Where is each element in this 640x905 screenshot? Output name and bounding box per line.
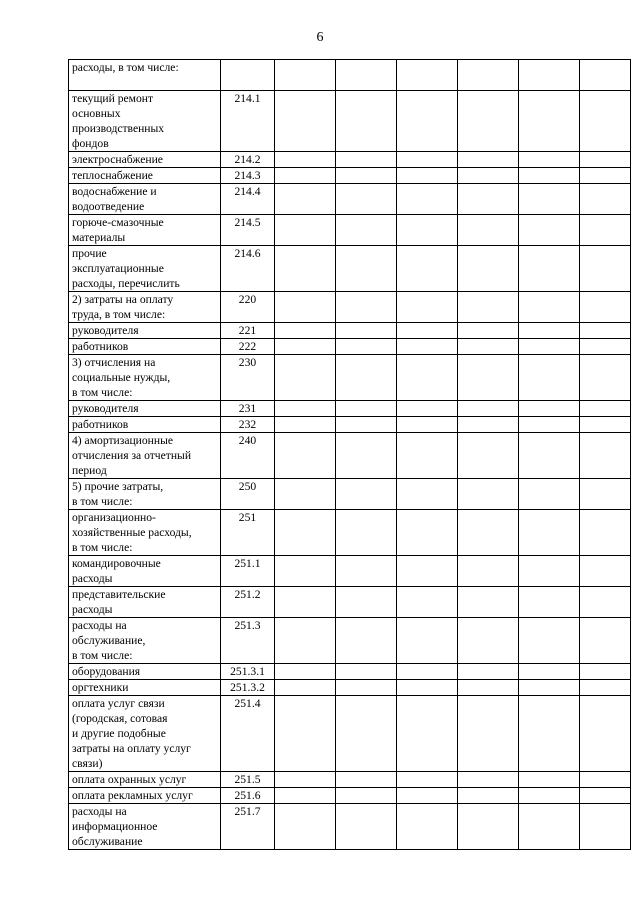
table-row — [69, 323, 631, 339]
value-cell — [275, 355, 336, 401]
value-cell — [275, 587, 336, 618]
value-cell — [519, 696, 580, 772]
value-cell — [275, 215, 336, 246]
value-cell — [580, 401, 631, 417]
value-cell — [336, 556, 397, 587]
row-label-cell — [69, 788, 221, 804]
value-cell — [275, 60, 336, 91]
row-label-cell — [69, 618, 221, 664]
table-row — [69, 804, 631, 850]
row-label: текущий ремонт основных производственных фондов — [72, 92, 165, 150]
row-label-cell — [69, 152, 221, 168]
value-cell — [458, 91, 519, 152]
value-cell — [336, 215, 397, 246]
value-cell — [519, 91, 580, 152]
row-label-cell — [69, 339, 221, 355]
row-code: 214.6 — [221, 246, 275, 292]
value-cell — [275, 788, 336, 804]
row-label-cell — [69, 401, 221, 417]
row-label-cell — [69, 417, 221, 433]
value-cell — [336, 401, 397, 417]
table-row — [69, 215, 631, 246]
row-code: 251.3.1 — [221, 664, 275, 680]
value-cell — [519, 680, 580, 696]
table-row — [69, 479, 631, 510]
value-cell — [275, 339, 336, 355]
value-cell — [275, 433, 336, 479]
value-cell — [458, 772, 519, 788]
value-cell — [397, 618, 458, 664]
table-row — [69, 168, 631, 184]
value-cell — [397, 168, 458, 184]
value-cell — [275, 479, 336, 510]
row-code: 214.3 — [221, 168, 275, 184]
value-cell — [336, 355, 397, 401]
value-cell — [580, 479, 631, 510]
row-label: теплоснабжение — [72, 169, 153, 182]
table-row — [69, 433, 631, 479]
row-label: прочие эксплуатационные расходы, перечислить — [72, 247, 180, 290]
value-cell — [519, 401, 580, 417]
value-cell — [580, 417, 631, 433]
row-label: расходы на обслуживание, в том числе: — [72, 619, 146, 662]
row-label-cell — [69, 215, 221, 246]
row-label-cell — [69, 587, 221, 618]
value-cell — [580, 804, 631, 850]
value-cell — [580, 60, 631, 91]
row-label: оплата рекламных услуг — [72, 789, 193, 802]
value-cell — [580, 556, 631, 587]
value-cell — [519, 788, 580, 804]
row-label: организационно- хозяйственные расходы, в том числе: — [72, 511, 192, 554]
value-cell — [336, 618, 397, 664]
value-cell — [397, 215, 458, 246]
value-cell — [458, 433, 519, 479]
value-cell — [519, 323, 580, 339]
row-label-cell — [69, 696, 221, 772]
page-number: 6 — [316, 30, 324, 45]
value-cell — [580, 246, 631, 292]
value-cell — [336, 433, 397, 479]
value-cell — [458, 479, 519, 510]
value-cell — [275, 618, 336, 664]
row-code — [221, 60, 275, 91]
value-cell — [519, 433, 580, 479]
row-label: горюче-смазочные материалы — [72, 216, 164, 244]
value-cell — [519, 772, 580, 788]
table-row — [69, 510, 631, 556]
value-cell — [458, 510, 519, 556]
value-cell — [397, 355, 458, 401]
value-cell — [397, 556, 458, 587]
row-label: расходы, в том числе: — [72, 61, 179, 74]
row-label-cell — [69, 510, 221, 556]
value-cell — [275, 510, 336, 556]
row-code: 251 — [221, 510, 275, 556]
row-label: командировочные расходы — [72, 557, 161, 585]
value-cell — [458, 168, 519, 184]
row-code: 222 — [221, 339, 275, 355]
row-label-cell — [69, 804, 221, 850]
value-cell — [397, 184, 458, 215]
value-cell — [458, 618, 519, 664]
value-cell — [580, 168, 631, 184]
row-label-cell — [69, 772, 221, 788]
row-label-cell — [69, 292, 221, 323]
value-cell — [519, 618, 580, 664]
value-cell — [275, 804, 336, 850]
row-code: 240 — [221, 433, 275, 479]
value-cell — [336, 152, 397, 168]
row-code: 251.5 — [221, 772, 275, 788]
value-cell — [336, 168, 397, 184]
value-cell — [336, 788, 397, 804]
value-cell — [580, 696, 631, 772]
row-code: 214.2 — [221, 152, 275, 168]
table-row — [69, 618, 631, 664]
table-row — [69, 587, 631, 618]
value-cell — [336, 772, 397, 788]
table-row — [69, 788, 631, 804]
table-row — [69, 246, 631, 292]
value-cell — [275, 91, 336, 152]
value-cell — [336, 804, 397, 850]
table-row — [69, 152, 631, 168]
value-cell — [336, 664, 397, 680]
value-cell — [275, 664, 336, 680]
value-cell — [458, 355, 519, 401]
value-cell — [336, 696, 397, 772]
value-cell — [397, 246, 458, 292]
value-cell — [397, 664, 458, 680]
value-cell — [397, 804, 458, 850]
row-label: оргтехники — [72, 681, 129, 694]
value-cell — [580, 788, 631, 804]
value-cell — [397, 417, 458, 433]
value-cell — [397, 60, 458, 91]
value-cell — [519, 184, 580, 215]
row-label-cell — [69, 60, 221, 91]
value-cell — [397, 401, 458, 417]
value-cell — [336, 339, 397, 355]
table-row — [69, 355, 631, 401]
row-label: оплата услуг связи (городская, сотовая и другие подобные затраты на оплату услуг связи) — [72, 697, 191, 770]
row-code: 221 — [221, 323, 275, 339]
value-cell — [336, 246, 397, 292]
value-cell — [519, 479, 580, 510]
row-label: работников — [72, 418, 129, 431]
value-cell — [397, 152, 458, 168]
value-cell — [458, 417, 519, 433]
value-cell — [336, 91, 397, 152]
table-row — [69, 401, 631, 417]
value-cell — [580, 433, 631, 479]
value-cell — [458, 246, 519, 292]
value-cell — [336, 587, 397, 618]
value-cell — [519, 664, 580, 680]
value-cell — [458, 556, 519, 587]
table-row — [69, 680, 631, 696]
value-cell — [458, 339, 519, 355]
value-cell — [458, 292, 519, 323]
value-cell — [580, 152, 631, 168]
row-label: 3) отчисления на социальные нужды, в том числе: — [72, 356, 171, 399]
value-cell — [397, 433, 458, 479]
row-label-cell — [69, 355, 221, 401]
value-cell — [519, 168, 580, 184]
row-label-cell — [69, 479, 221, 510]
value-cell — [275, 401, 336, 417]
value-cell — [519, 587, 580, 618]
row-label: водоснабжение и водоотведение — [72, 185, 157, 213]
value-cell — [275, 417, 336, 433]
value-cell — [336, 323, 397, 339]
row-label-cell — [69, 556, 221, 587]
row-code: 251.3 — [221, 618, 275, 664]
value-cell — [580, 618, 631, 664]
value-cell — [397, 292, 458, 323]
value-cell — [275, 680, 336, 696]
value-cell — [580, 292, 631, 323]
value-cell — [397, 510, 458, 556]
row-label: электроснабжение — [72, 153, 163, 166]
value-cell — [275, 292, 336, 323]
table-row — [69, 339, 631, 355]
table-row — [69, 184, 631, 215]
row-code: 220 — [221, 292, 275, 323]
value-cell — [336, 60, 397, 91]
row-code: 214.5 — [221, 215, 275, 246]
value-cell — [580, 323, 631, 339]
value-cell — [519, 804, 580, 850]
value-cell — [275, 184, 336, 215]
row-label: 5) прочие затраты, в том числе: — [72, 480, 164, 508]
row-label-cell — [69, 433, 221, 479]
value-cell — [519, 355, 580, 401]
row-code: 232 — [221, 417, 275, 433]
value-cell — [519, 246, 580, 292]
value-cell — [275, 696, 336, 772]
value-cell — [458, 664, 519, 680]
table-row — [69, 60, 631, 91]
value-cell — [519, 152, 580, 168]
table-row — [69, 292, 631, 323]
row-code: 251.7 — [221, 804, 275, 850]
table-row — [69, 772, 631, 788]
table-row — [69, 417, 631, 433]
value-cell — [519, 339, 580, 355]
value-cell — [519, 60, 580, 91]
value-cell — [519, 215, 580, 246]
value-cell — [580, 587, 631, 618]
value-cell — [458, 696, 519, 772]
value-cell — [519, 510, 580, 556]
value-cell — [336, 479, 397, 510]
value-cell — [580, 355, 631, 401]
row-code: 214.1 — [221, 91, 275, 152]
table-row — [69, 696, 631, 772]
value-cell — [580, 215, 631, 246]
value-cell — [580, 184, 631, 215]
value-cell — [580, 664, 631, 680]
value-cell — [458, 323, 519, 339]
row-code: 214.4 — [221, 184, 275, 215]
row-label-cell — [69, 680, 221, 696]
value-cell — [275, 246, 336, 292]
row-code: 251.3.2 — [221, 680, 275, 696]
value-cell — [275, 556, 336, 587]
row-label: руководителя — [72, 324, 139, 337]
row-label: руководителя — [72, 402, 139, 415]
row-code: 231 — [221, 401, 275, 417]
row-code: 251.2 — [221, 587, 275, 618]
value-cell — [580, 772, 631, 788]
value-cell — [397, 479, 458, 510]
value-cell — [275, 168, 336, 184]
table-row — [69, 556, 631, 587]
row-label-cell — [69, 184, 221, 215]
row-label-cell — [69, 168, 221, 184]
value-cell — [519, 556, 580, 587]
value-cell — [275, 772, 336, 788]
value-cell — [458, 184, 519, 215]
value-cell — [519, 292, 580, 323]
value-cell — [580, 510, 631, 556]
row-label: представительские расходы — [72, 588, 166, 616]
value-cell — [336, 680, 397, 696]
row-label: оплата охранных услуг — [72, 773, 187, 786]
value-cell — [397, 91, 458, 152]
row-label: 2) затраты на оплату труда, в том числе: — [72, 293, 174, 321]
expenses-table — [68, 59, 631, 850]
value-cell — [336, 292, 397, 323]
value-cell — [458, 804, 519, 850]
row-label: оборудования — [72, 665, 141, 678]
row-code: 230 — [221, 355, 275, 401]
value-cell — [336, 417, 397, 433]
value-cell — [397, 696, 458, 772]
value-cell — [458, 587, 519, 618]
value-cell — [397, 587, 458, 618]
value-cell — [580, 680, 631, 696]
value-cell — [458, 401, 519, 417]
value-cell — [397, 680, 458, 696]
table-row — [69, 91, 631, 152]
value-cell — [580, 339, 631, 355]
row-label-cell — [69, 246, 221, 292]
row-label: 4) амортизационные отчисления за отчетный период — [72, 434, 192, 477]
row-label-cell — [69, 664, 221, 680]
value-cell — [458, 60, 519, 91]
value-cell — [336, 184, 397, 215]
row-label: работников — [72, 340, 129, 353]
value-cell — [397, 788, 458, 804]
value-cell — [397, 772, 458, 788]
row-code: 250 — [221, 479, 275, 510]
value-cell — [458, 788, 519, 804]
value-cell — [275, 152, 336, 168]
value-cell — [458, 152, 519, 168]
row-code: 251.4 — [221, 696, 275, 772]
table-row — [69, 664, 631, 680]
row-label-cell — [69, 323, 221, 339]
value-cell — [580, 91, 631, 152]
value-cell — [458, 215, 519, 246]
value-cell — [275, 323, 336, 339]
row-label: расходы на информационное обслуживание — [72, 805, 158, 848]
value-cell — [458, 680, 519, 696]
row-code: 251.1 — [221, 556, 275, 587]
value-cell — [397, 323, 458, 339]
value-cell — [519, 417, 580, 433]
row-label-cell — [69, 91, 221, 152]
value-cell — [336, 510, 397, 556]
value-cell — [397, 339, 458, 355]
row-code: 251.6 — [221, 788, 275, 804]
